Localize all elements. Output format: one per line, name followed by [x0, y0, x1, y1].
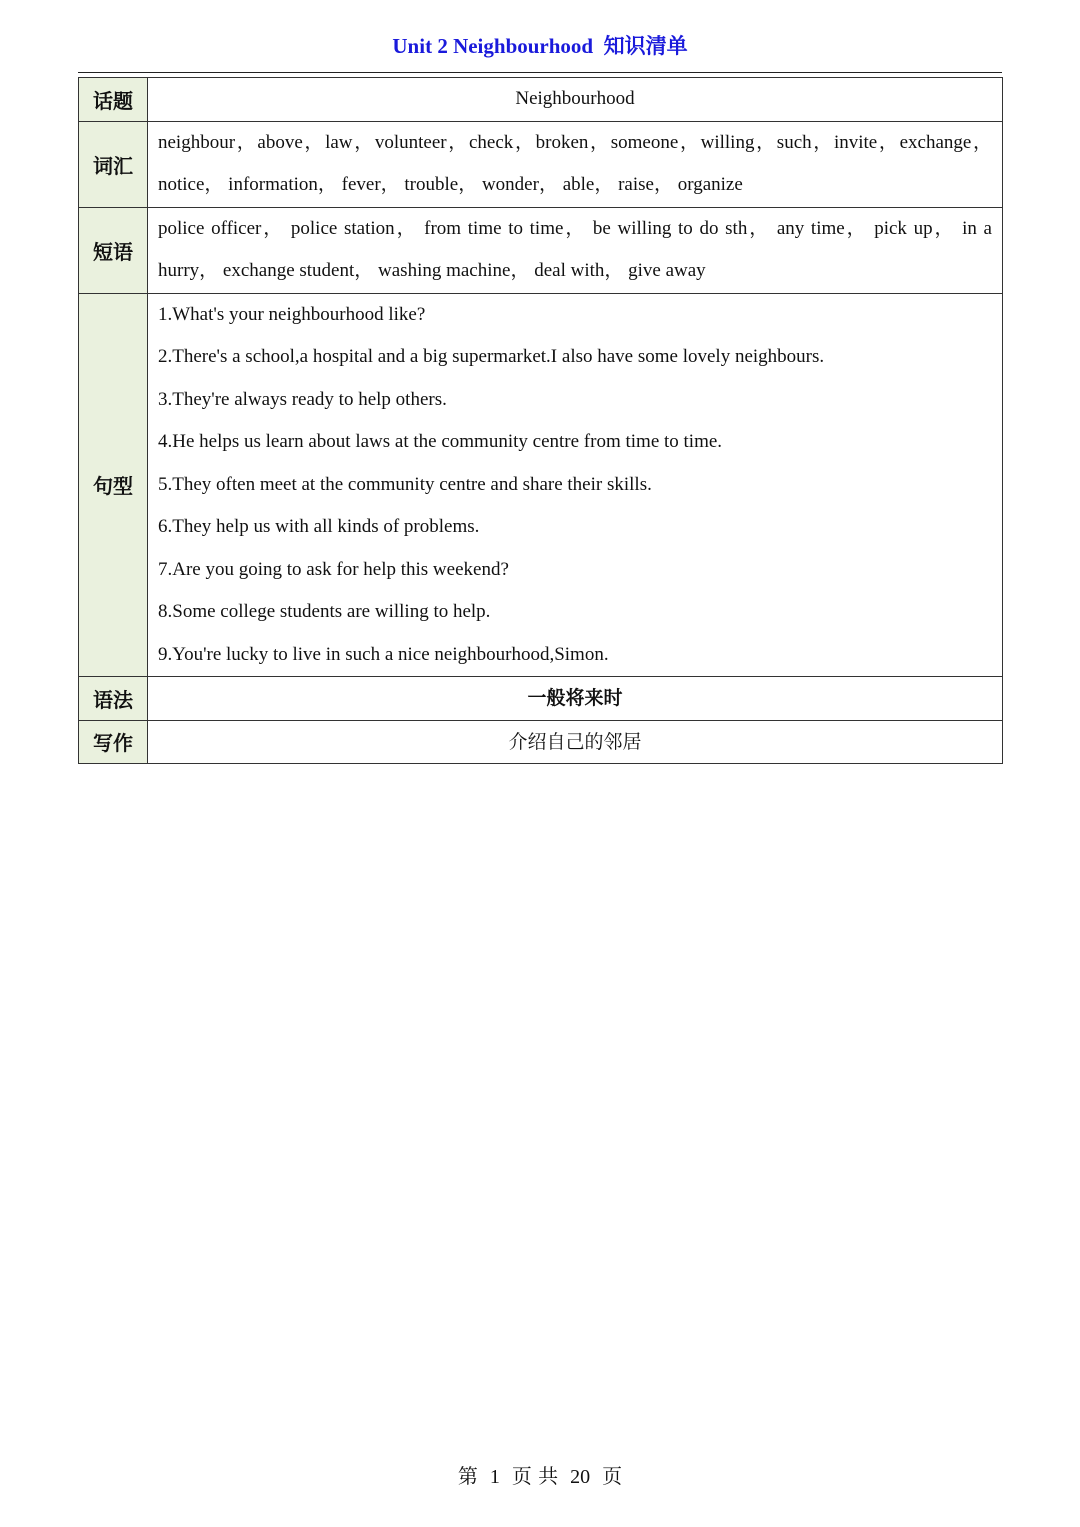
footer-total-pages: 20	[570, 1466, 591, 1488]
sentence-item: 5.They often meet at the community centre and share their skills.	[158, 473, 652, 495]
sentence-item: 8.Some college students are willing to help.	[158, 601, 491, 622]
vocabulary-value: neighbour，above，law，volunteer，check，broken，someone，willing，such，invite，exchange，notice， information， fever， trouble， wonder， able， raise， organize	[148, 121, 1003, 207]
writing-label: 写作	[79, 720, 148, 764]
topic-label: 话题	[79, 78, 148, 122]
grammar-value: 一般将来时	[148, 677, 1003, 721]
sentence-item: 9.You're lucky to live in such a nice neighbourhood,Simon.	[158, 643, 609, 665]
table-row-sentences	[79, 293, 1003, 677]
page-title: Unit 2 Neighbourhood 知识清单	[392, 34, 688, 58]
knowledge-table	[78, 77, 1003, 764]
sentence-list	[158, 294, 992, 677]
page-footer	[0, 1460, 1080, 1489]
header-divider	[78, 72, 1002, 73]
footer-prefix: 第	[457, 1464, 478, 1488]
table-row-writing	[79, 720, 1003, 764]
sentence-item: 2.There's a school,a hospital and a big supermarket.I also have some lovely neighbours.	[158, 346, 825, 367]
sentence-item: 6.They help us with all kinds of problems.	[158, 516, 480, 537]
topic-value: Neighbourhood	[148, 78, 1003, 122]
table-row-vocabulary	[79, 121, 1003, 207]
grammar-label: 语法	[79, 677, 148, 721]
sentence-item: 7.Are you going to ask for help this weekend?	[158, 558, 509, 580]
sentence-item: 4.He helps us learn about laws at the community centre from time to time.	[158, 431, 723, 452]
phrases-label: 短语	[79, 207, 148, 293]
writing-value: 介绍自己的邻居	[148, 720, 1003, 764]
sentence-item: 3.They're always ready to help others.	[158, 388, 447, 410]
vocabulary-label: 词汇	[79, 121, 148, 207]
table-row-grammar	[79, 677, 1003, 721]
sentences-label: 句型	[79, 293, 148, 677]
footer-suffix: 页	[602, 1464, 623, 1488]
footer-page-number: 1	[489, 1466, 500, 1488]
footer-middle: 页 共	[511, 1464, 559, 1488]
phrases-value: police officer， police station， from time to time， be willing to do sth， any time， pick up， in a hurry， exchange student， washing machine， deal with， give away	[148, 207, 1003, 293]
sentences-cell	[148, 293, 1003, 677]
table-row-phrases	[79, 207, 1003, 293]
sentence-item: 1.What's your neighbourhood like?	[158, 303, 426, 325]
table-row-topic	[79, 78, 1003, 122]
